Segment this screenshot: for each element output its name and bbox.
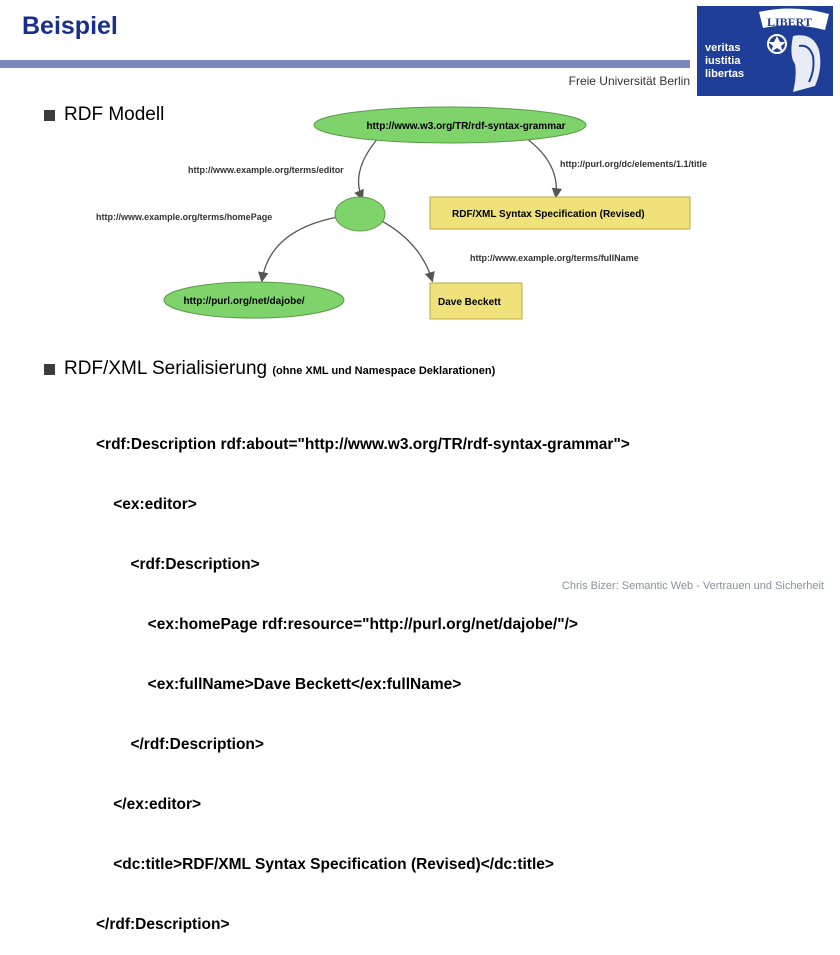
code-line: <rdf:Description> — [96, 556, 260, 573]
code-line: <ex:homePage rdf:resource="http://purl.org/net/dajobe/"/> — [96, 616, 578, 633]
code-line: <rdf:Description rdf:about="http://www.w3.org/TR/rdf-syntax-grammar"> — [96, 436, 630, 453]
code-line: <ex:fullName>Dave Beckett</ex:fullName> — [96, 676, 462, 693]
node-blank — [335, 197, 385, 231]
code-line: <ex:editor> — [96, 496, 197, 513]
edge-fullname — [376, 218, 432, 280]
section-heading-rdf-model: RDF Modell — [64, 104, 165, 125]
edge-title-label: http://purl.org/dc/elements/1.1/title — [560, 159, 708, 169]
slide-title: Beispiel — [22, 12, 118, 40]
slide-footer: Chris Bizer: Semantic Web - Vertrauen und Sicherheit — [561, 580, 824, 592]
code-line: <dc:title>RDF/XML Syntax Specification (Revised)</dc:title> — [96, 856, 554, 873]
serialization-note: (ohne XML und Namespace Deklarationen) — [272, 365, 496, 377]
logo-line-2: iustitia — [705, 55, 741, 67]
edge-title — [520, 134, 556, 196]
code-line: </rdf:Description> — [96, 736, 264, 753]
edge-fullname-label: http://www.example.org/terms/fullName — [470, 253, 639, 263]
logo-line-3: libertas — [705, 68, 745, 80]
header-bar — [0, 60, 690, 68]
logo-banner-text: LIBERT — [767, 15, 812, 29]
university-name: Freie Universität Berlin — [568, 74, 690, 88]
university-logo — [697, 6, 833, 96]
rdf-graph-diagram — [0, 100, 840, 335]
node-title-literal-label: RDF/XML Syntax Specification (Revised) — [452, 209, 645, 220]
edge-homepage — [262, 217, 338, 280]
edge-homepage-label: http://www.example.org/terms/homePage — [96, 212, 273, 222]
edge-editor — [359, 136, 380, 198]
node-homepage-label: http://purl.org/net/dajobe/ — [183, 296, 305, 307]
rdf-xml-code — [96, 395, 630, 955]
code-line: </rdf:Description> — [96, 916, 230, 933]
seal-icon — [753, 6, 833, 96]
node-name-literal-label: Dave Beckett — [438, 297, 501, 308]
serialization-title: RDF/XML Serialisierung — [64, 358, 268, 379]
logo-line-1: veritas — [705, 42, 741, 54]
node-resource-label: http://www.w3.org/TR/rdf-syntax-grammar — [366, 121, 566, 132]
bullet-icon — [44, 364, 55, 375]
code-line: </ex:editor> — [96, 796, 202, 813]
section-heading-serialization — [64, 358, 495, 380]
edge-editor-label: http://www.example.org/terms/editor — [188, 165, 344, 175]
